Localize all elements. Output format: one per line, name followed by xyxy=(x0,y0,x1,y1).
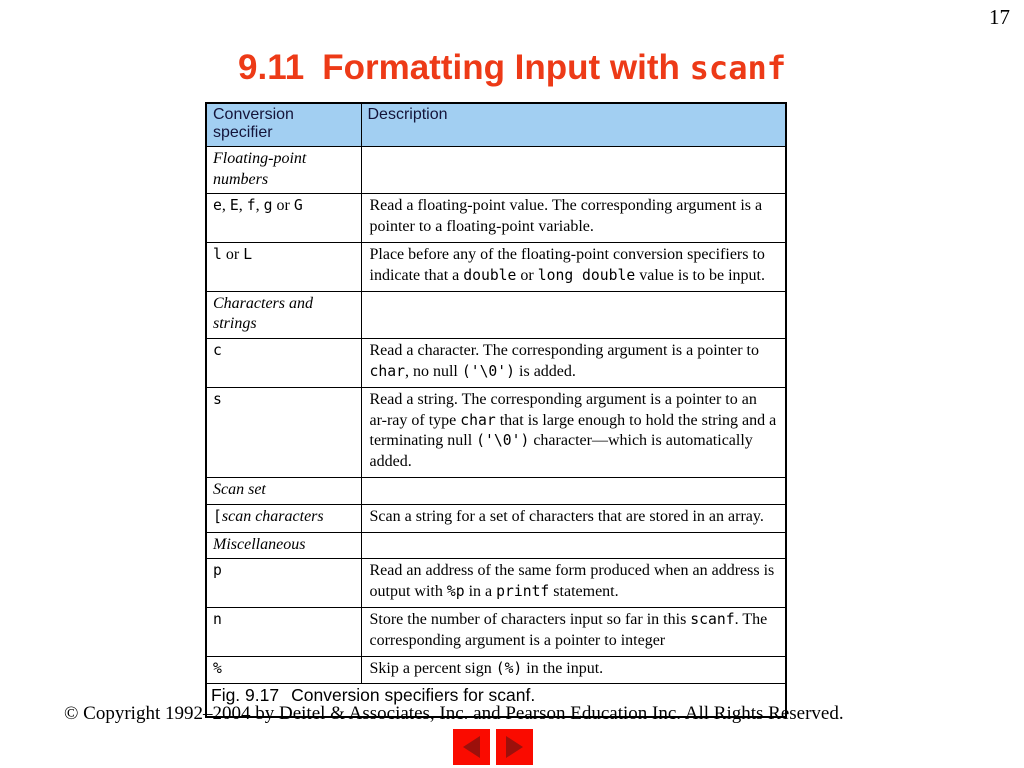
code-text: long double xyxy=(537,266,636,284)
figure-caption-text: Conversion specifiers for scanf. xyxy=(291,685,536,706)
table-row xyxy=(206,339,786,388)
table-row xyxy=(206,387,786,477)
specifier-cell: l or L xyxy=(206,243,361,292)
specifier-cell xyxy=(206,504,361,532)
specifier-cell xyxy=(206,656,361,684)
description-cell: Read a character. The corresponding argument is a pointer to char, no null ('\0') is added. xyxy=(361,339,786,388)
conversion-specifier-table xyxy=(205,102,787,718)
table-row xyxy=(206,291,786,339)
column-header-conversion-specifier: Conversion specifier xyxy=(206,103,361,146)
code-text: double xyxy=(463,266,517,284)
code-text: c xyxy=(213,342,222,360)
code-text: G xyxy=(293,197,303,215)
description-cell xyxy=(361,146,786,194)
code-text: g xyxy=(263,197,273,215)
description-cell xyxy=(361,532,786,559)
code-text: char xyxy=(460,411,496,429)
description-cell: Read an address of the same form produced when an address is output with %p in a printf statement. xyxy=(361,559,786,608)
description-cell xyxy=(361,291,786,339)
italic-text: Characters and strings xyxy=(213,294,313,333)
specifier-cell xyxy=(206,532,361,559)
code-text: e xyxy=(213,197,222,215)
description-cell: Read a string. The corresponding argument is a pointer to an ar-ray of type char that is large enough to hold the string and a terminating null ('\0') character—which is automatically added. xyxy=(361,387,786,477)
italic-text: scan characters xyxy=(221,507,324,525)
code-text: [ xyxy=(213,507,222,525)
copyright-notice: © Copyright 1992–2004 by Deitel & Associates, Inc. and Pearson Education Inc. All Rights Reserved. xyxy=(64,703,844,724)
code-text: L xyxy=(243,246,253,263)
code-text: char xyxy=(369,362,405,380)
description-cell xyxy=(361,477,786,504)
table-row xyxy=(206,504,786,532)
specifier-cell xyxy=(206,291,361,339)
code-text: l xyxy=(213,246,222,263)
code-text: E xyxy=(229,197,239,215)
table-row xyxy=(206,656,786,684)
code-text: ('\0') xyxy=(461,362,516,380)
description-cell: Scan a string for a set of characters that are stored in an array. xyxy=(361,504,786,532)
code-text: printf xyxy=(496,583,550,601)
table-row xyxy=(206,607,786,656)
specifier-cell xyxy=(206,477,361,504)
specifier-cell xyxy=(206,387,361,477)
description-cell: Place before any of the floating-point conversion specifiers to indicate that a double or long double value is to be input. xyxy=(361,243,786,292)
specifier-cell xyxy=(206,146,361,194)
description-cell: Read a floating-point value. The corresponding argument is a pointer to a floating-point variable. xyxy=(361,194,786,243)
italic-text: Floating-point numbers xyxy=(213,149,307,188)
specifier-cell xyxy=(206,339,361,388)
code-text: %p xyxy=(446,583,465,601)
code-text: n xyxy=(213,610,222,628)
left-arrow-icon xyxy=(463,736,480,758)
table-row xyxy=(206,243,786,292)
title-text: Formatting Input with xyxy=(322,48,680,87)
next-slide-button[interactable] xyxy=(496,729,533,765)
table-row xyxy=(206,146,786,194)
previous-slide-button[interactable] xyxy=(453,729,490,765)
specifier-cell: e, E, f, g or G xyxy=(206,194,361,243)
table-row xyxy=(206,477,786,504)
code-text: (%) xyxy=(495,659,523,677)
table-header-row xyxy=(206,103,786,146)
table-row xyxy=(206,532,786,559)
title-section-number: 9.11 xyxy=(238,48,305,87)
code-text: f xyxy=(246,197,256,215)
specifier-cell xyxy=(206,607,361,656)
code-text: s xyxy=(213,390,222,408)
code-text: % xyxy=(213,659,222,677)
table-row xyxy=(206,559,786,608)
italic-text: Scan set xyxy=(213,480,266,498)
figure-caption-label: Fig. 9.17 xyxy=(211,685,280,706)
code-text: scanf xyxy=(690,610,735,628)
table-row xyxy=(206,194,786,243)
code-text: ('\0') xyxy=(476,432,530,450)
table-body xyxy=(206,146,786,684)
code-text: p xyxy=(213,562,222,580)
description-cell: Store the number of characters input so far in this scanf. The corresponding argument is a pointer to integer xyxy=(361,607,786,656)
slide-navigation xyxy=(453,729,533,765)
specifier-cell xyxy=(206,559,361,608)
title-code-scanf: scanf xyxy=(689,49,786,87)
description-cell: Skip a percent sign (%) in the input. xyxy=(361,656,786,684)
page-title xyxy=(0,48,1024,88)
italic-text: Miscellaneous xyxy=(213,535,306,553)
right-arrow-icon xyxy=(506,736,523,758)
page-number: 17 xyxy=(989,5,1010,29)
column-header-description: Description xyxy=(361,103,786,146)
